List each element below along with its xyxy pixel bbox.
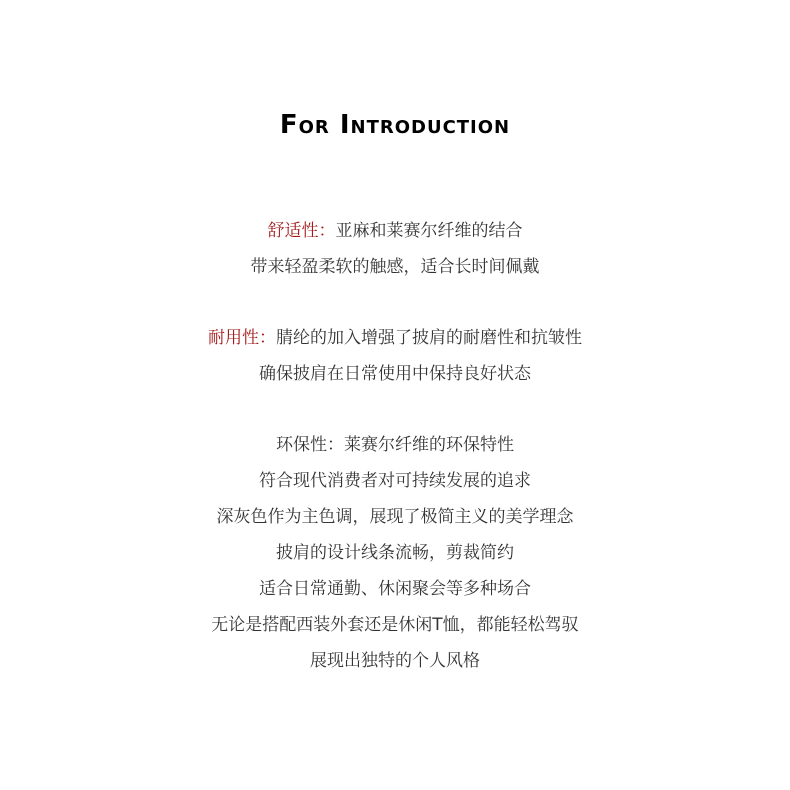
section-spacer [0,392,790,427]
eco-line: 披肩的设计线条流畅，剪裁简约 [276,543,514,563]
eco-line: 环保性：莱赛尔纤维的环保特性 [276,435,514,455]
durability-line-2: 确保披肩在日常使用中保持良好状态 [259,364,531,384]
comfort-label: 舒适性： [267,221,336,241]
durability-text-1: 腈纶的加入增强了披肩的耐磨性和抗皱性 [276,328,582,348]
eco-line: 无论是搭配西装外套还是休闲T恤，都能轻松驾驭 [211,615,579,635]
durability-label: 耐用性： [208,328,276,348]
comfort-text-1: 亚麻和莱赛尔纤维的结合 [335,221,523,241]
comfort-line-2: 带来轻盈柔软的触感，适合长时间佩戴 [250,257,540,277]
durability-line-1 [0,320,790,356]
comfort-line-1 [0,213,790,249]
eco-line: 深灰色作为主色调，展现了极简主义的美学理念 [216,507,574,527]
eco-line: 展现出独特的个人风格 [310,651,480,671]
intro-content [0,213,790,679]
eco-line: 适合日常通勤、休闲聚会等多种场合 [259,579,531,599]
eco-line: 符合现代消费者对可持续发展的追求 [259,471,531,491]
section-spacer [0,285,790,320]
page-title: For Introduction [279,110,511,140]
